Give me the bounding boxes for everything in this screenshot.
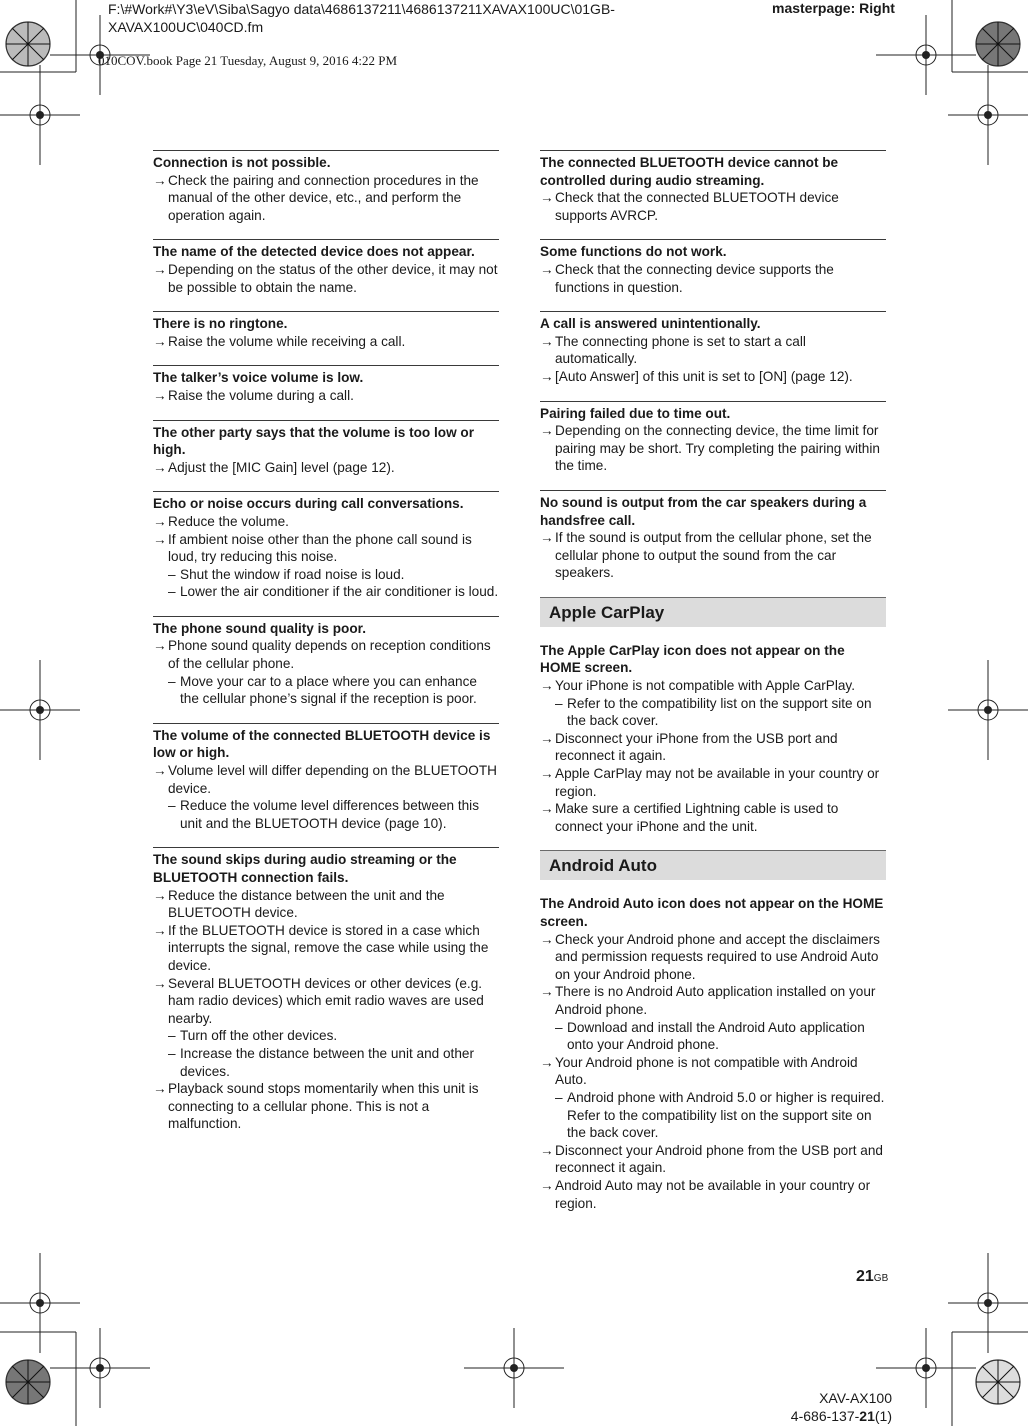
solution-item: → Playback sound stops momentarily when this unit is connecting to a cellular phone. This is not a malfunction. — [153, 1080, 499, 1133]
solution-item: → Adjust the [MIC Gain] level (page 12). — [153, 459, 499, 477]
troubleshooting-entry — [540, 311, 886, 385]
troubleshooting-entry — [153, 847, 499, 1133]
file-path-line-1: F:\#Work#\Y3\eV\Siba\Sagyo data\4686137211\4686137211XAVAX100UC\01GB- — [108, 1, 615, 17]
solution-item: → Reduce the volume. — [153, 513, 499, 531]
page-number-suffix: GB — [873, 1273, 889, 1284]
section-title: Apple CarPlay — [549, 602, 665, 622]
solution-item: → Phone sound quality depends on reception conditions of the cellular phone. — [153, 637, 499, 672]
solution-subitem: – Move your car to a place where you can enhance the cellular phone’s signal if the reception is poor. — [153, 673, 499, 708]
entry-title: The Android Auto icon does not appear on the HOME screen. — [540, 896, 884, 929]
solution-item: → Your iPhone is not compatible with Apple CarPlay. — [540, 677, 886, 695]
model-number: XAV-AX100 — [819, 1390, 892, 1406]
solution-item: → Depending on the connecting device, the time limit for pairing may be short. Try completing the pairing within the time. — [540, 422, 886, 475]
left-column — [153, 150, 499, 1148]
solution-item: → There is no Android Auto application installed on your Android phone. — [540, 983, 886, 1018]
solution-item: → Check that the connecting device supports the functions in question. — [540, 261, 886, 296]
solution-item: → If ambient noise other than the phone call sound is loud, try reducing this noise. — [153, 531, 499, 566]
troubleshooting-entry — [540, 239, 886, 296]
masterpage-label: masterpage: Right — [772, 0, 895, 16]
entry-title: The phone sound quality is poor. — [153, 620, 366, 636]
section-header — [540, 597, 886, 627]
solution-item: → Your Android phone is not compatible with Android Auto. — [540, 1054, 886, 1089]
solution-subitem: – Turn off the other devices. — [153, 1027, 499, 1045]
solution-item: → Check that the connected BLUETOOTH device supports AVRCP. — [540, 189, 886, 224]
troubleshooting-entry — [153, 311, 499, 350]
solution-item: → Raise the volume during a call. — [153, 387, 499, 405]
section-header — [540, 850, 886, 880]
troubleshooting-entry — [153, 491, 499, 601]
troubleshooting-entry — [153, 239, 499, 296]
entry-title: The talker’s voice volume is low. — [153, 370, 364, 386]
entry-title: No sound is output from the car speakers during a handsfree call. — [540, 494, 867, 528]
solution-item: → Depending on the status of the other device, it may not be possible to obtain the name. — [153, 261, 499, 296]
entry-title: There is no ringtone. — [153, 316, 288, 332]
entry-title: The other party says that the volume is too low or high. — [153, 424, 475, 458]
troubleshooting-entry — [153, 150, 499, 224]
entry-title: Connection is not possible. — [153, 155, 331, 170]
entry-title: The name of the detected device does not appear. — [153, 244, 475, 260]
solution-item: → Apple CarPlay may not be available in your country or region. — [540, 765, 886, 800]
solution-item: → If the BLUETOOTH device is stored in a case which interrupts the signal, remove the case while using the device. — [153, 922, 499, 975]
solution-item: → The connecting phone is set to start a call automatically. — [540, 333, 886, 368]
page-number-value: 21 — [856, 1268, 874, 1285]
troubleshooting-entry — [540, 490, 886, 582]
entry-title: Some functions do not work. — [540, 244, 727, 260]
solution-item: → Disconnect your Android phone from the USB port and reconnect it again. — [540, 1142, 886, 1177]
solution-item: → Disconnect your iPhone from the USB port and reconnect it again. — [540, 730, 886, 765]
solution-subitem: – Lower the air conditioner if the air conditioner is loud. — [153, 583, 499, 601]
entry-title: A call is answered unintentionally. — [540, 316, 761, 332]
troubleshooting-entry — [540, 892, 886, 1212]
solution-item: → Several BLUETOOTH devices or other devices (e.g. ham radio devices) which emit radio waves are used nearby. — [153, 975, 499, 1028]
file-path-header — [108, 0, 688, 36]
entry-title: The connected BLUETOOTH device cannot be controlled during audio streaming. — [540, 155, 839, 188]
document-code — [791, 1408, 892, 1424]
solution-item: → Check the pairing and connection procedures in the manual of the other device, etc., and perform the operation again. — [153, 172, 499, 225]
solution-item: → Raise the volume while receiving a call. — [153, 333, 499, 351]
entry-title: The sound skips during audio streaming or the BLUETOOTH connection fails. — [153, 852, 457, 885]
solution-item: → [Auto Answer] of this unit is set to [ON] (page 12). — [540, 368, 886, 386]
troubleshooting-entry — [153, 420, 499, 477]
solution-item: → Android Auto may not be available in your country or region. — [540, 1177, 886, 1212]
troubleshooting-entry — [153, 616, 499, 708]
solution-item: → Check your Android phone and accept the disclaimers and permission requests required to use Android Auto on your Android phone. — [540, 931, 886, 984]
right-column — [540, 150, 886, 1227]
solution-subitem: – Download and install the Android Auto application onto your Android phone. — [540, 1019, 886, 1054]
entry-title: The Apple CarPlay icon does not appear on the HOME screen. — [540, 642, 845, 676]
troubleshooting-entry — [153, 365, 499, 404]
document-code-prefix: 4-686-137- — [790, 1408, 860, 1424]
document-code-suffix: (1) — [874, 1408, 892, 1424]
troubleshooting-entry — [153, 723, 499, 833]
solution-item: → Volume level will differ depending on the BLUETOOTH device. — [153, 762, 499, 797]
solution-item: → Make sure a certified Lightning cable is used to connect your iPhone and the unit. — [540, 800, 886, 835]
document-code-bold: 21 — [859, 1408, 875, 1424]
entry-title: Pairing failed due to time out. — [540, 405, 731, 421]
solution-subitem: – Refer to the compatibility list on the support site on the back cover. — [540, 695, 886, 730]
file-path-line-2: XAVAX100UC\040CD.fm — [108, 19, 264, 35]
entry-title: The volume of the connected BLUETOOTH device is low or high. — [153, 727, 491, 761]
solution-subitem: – Shut the window if road noise is loud. — [153, 566, 499, 584]
book-info: 010COV.book Page 21 Tuesday, August 9, 2016 4:22 PM — [98, 53, 398, 68]
troubleshooting-entry — [540, 401, 886, 475]
solution-item: → If the sound is output from the cellular phone, set the cellular phone to output the sound from the car speakers. — [540, 529, 886, 582]
troubleshooting-entry — [540, 150, 886, 224]
section-title: Android Auto — [549, 856, 657, 876]
troubleshooting-entry — [540, 639, 886, 836]
solution-subitem: – Android phone with Android 5.0 or higher is required. Refer to the compatibility list on the support site on the back cover. — [540, 1089, 886, 1142]
solution-item: → Reduce the distance between the unit and the BLUETOOTH device. — [153, 887, 499, 922]
page-number — [856, 1268, 888, 1286]
entry-title: Echo or noise occurs during call conversations. — [153, 496, 464, 512]
solution-subitem: – Increase the distance between the unit and other devices. — [153, 1045, 499, 1080]
solution-subitem: – Reduce the volume level differences between this unit and the BLUETOOTH device (page 10). — [153, 797, 499, 832]
